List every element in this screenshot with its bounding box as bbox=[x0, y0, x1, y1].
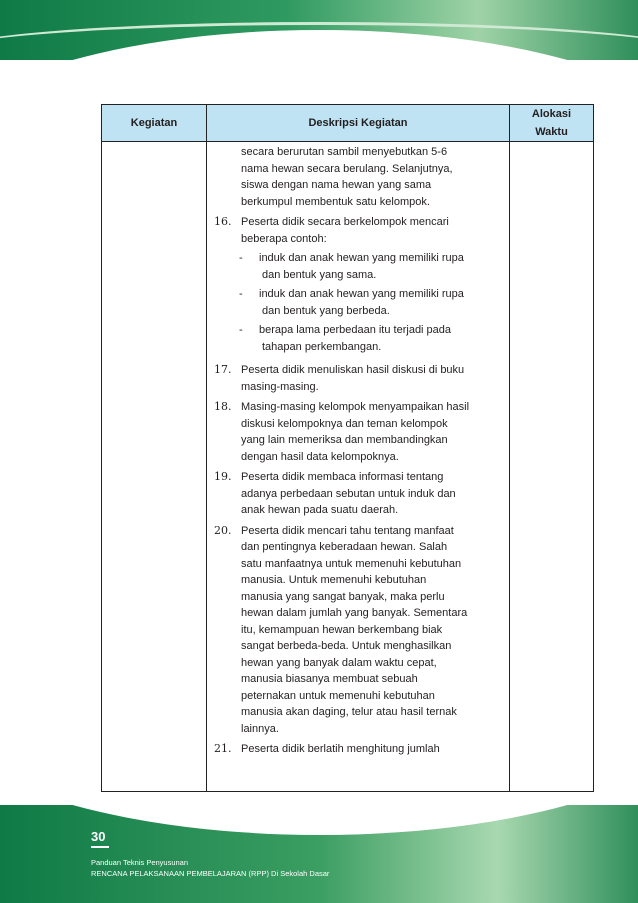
deskripsi-cell bbox=[207, 142, 510, 792]
list-item: 16. Peserta didik secara berkelompok mencari beberapa contoh: bbox=[211, 214, 505, 247]
sub-list-item: - induk dan anak hewan yang memiliki rupa dan bentuk yang sama. bbox=[239, 252, 464, 281]
item-number: 18. bbox=[214, 400, 232, 413]
item-number: 19. bbox=[214, 470, 232, 483]
list-item: 18. Masing-masing kelompok menyampaikan hasil diskusi kelompoknya dan teman kelompok yang lain memeriksa dan membandingkan dengan hasil data kelompoknya. bbox=[211, 399, 505, 465]
footer-decoration bbox=[0, 805, 638, 903]
header-alokasi-line2: Waktu bbox=[535, 126, 568, 138]
activity-table bbox=[101, 104, 594, 792]
header-alokasi-line1: Alokasi bbox=[531, 108, 572, 120]
item-number: 20. bbox=[214, 523, 232, 537]
list-item: 20. Peserta didik mencari tahu tentang manfaat dan pentingnya keberadaan hewan. Salah satu manfaatnya untuk memenuhi kebutuhan manusia. Untuk memenuhi kebutuhan manusia yang sangat banyak, maka perlu hewan dalam jumlah yang banyak. Sementara itu, kemampuan hewan berkembang biak sangat berbeda-beda. Untuk menghasilkan hewan yang banyak dalam waktu cepat, manusia biasanya membuat sebuah peternakan untuk memenuhi kebutuhan manusia akan daging, telur atau hasil ternak lainnya. bbox=[211, 523, 505, 738]
continuation-text: secara berurutan sambil menyebutkan 5-6 nama hewan secara berulang. Selanjutnya, siswa dengan nama hewan yang sama berkumpul membentuk satu kelompok. bbox=[241, 146, 453, 208]
header-deskripsi: Deskripsi Kegiatan bbox=[207, 105, 510, 142]
list-item: 17. Peserta didik menuliskan hasil diskusi di buku masing-masing. bbox=[211, 362, 505, 395]
list-item: 19. Peserta didik membaca informasi tentang adanya perbedaan sebutan untuk induk dan anak hewan pada suatu daerah. bbox=[211, 469, 505, 519]
header-kegiatan: Kegiatan bbox=[102, 105, 207, 142]
item-number: 17. bbox=[214, 363, 232, 376]
page-number-underline bbox=[91, 846, 109, 848]
kegiatan-cell bbox=[102, 142, 207, 792]
header-decoration bbox=[0, 0, 638, 60]
item-number: 21. bbox=[214, 742, 232, 755]
footer-title: Panduan Teknis Penyusunan bbox=[91, 858, 189, 867]
item-number: 16. bbox=[214, 215, 232, 228]
table-row bbox=[102, 142, 594, 792]
alokasi-cell bbox=[510, 142, 594, 792]
sub-list-item: - berapa lama perbedaan itu terjadi pada tahapan perkembangan. bbox=[239, 324, 452, 353]
footer-subtitle: RENCANA PELAKSANAAN PEMBELAJARAN (RPP) Di Sekolah Dasar bbox=[91, 869, 330, 878]
list-item: 21. Peserta didik berlatih menghitung jumlah bbox=[211, 741, 505, 758]
page-number: 30 bbox=[91, 829, 106, 844]
table-header-row bbox=[102, 105, 594, 142]
sub-list-item: - induk dan anak hewan yang memiliki rupa dan bentuk yang berbeda. bbox=[239, 288, 464, 317]
header-alokasi-waktu bbox=[510, 105, 594, 142]
